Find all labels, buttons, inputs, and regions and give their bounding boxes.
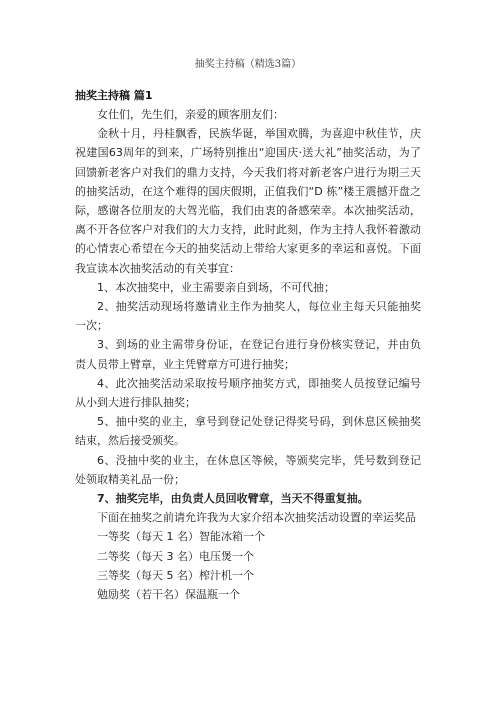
rule-item-7: 7、抽奖完毕，由负责人员回收臂章，当天不得重复抽。 (97, 492, 369, 506)
rule-item-5: 5、抽中奖的业主，拿号到登记处登记得奖号码，到休息区候抽奖结束，然后接受颁奖。 (75, 415, 421, 448)
prize-encouragement: 勉励奖（若干名）保温瓶一个 (97, 588, 240, 602)
paragraph-greeting: 女仕们，先生们，亲爱的顾客朋友们： (97, 108, 284, 121)
rule-item-6: 6、没抽中奖的业主，在休息区等候，等颁奖完毕，凭号数到登记处领取精美礼品一份； (75, 453, 421, 486)
prize-intro: 下面在抽奖之前请允许我为大家介绍本次抽奖活动设置的幸运奖品 (97, 511, 416, 525)
prize-first: 一等奖（每天 1 名）智能冰箱一个 (97, 530, 265, 544)
page-title: 抽奖主持稿（精选3篇） (194, 59, 302, 70)
rule-item-1: 1、本次抽奖中，业主需要亲自到场，不可代抽； (97, 280, 335, 294)
prize-second: 二等奖（每天 3 名）电压煲一个 (97, 549, 254, 563)
prize-third: 三等奖（每天 5 名）榨汁机一个 (97, 568, 254, 582)
rule-item-2: 2、抽奖活动现场将邀请业主作为抽奖人，每位业主每天只能抽奖一次； (75, 300, 421, 333)
rule-item-3: 3、到场的业主需带身份证，在登记台进行身份核实登记，并由负责人员带上臂章，业主凭臂章方可进行抽奖； (75, 338, 421, 371)
section-title: 抽奖主持稿 篇1 (75, 89, 153, 102)
paragraph-intro: 金秋十月，丹桂飘香，民族华诞，举国欢腾，为喜迎中秋佳节，庆祝建国63周年的到来，广场特别推出“迎国庆·送大礼”抽奖活动，为了回馈新老客户对我们的鼎力支持，今天我们将对新老客户进行为期三天的抽奖活动，在这个难得的国庆假期，正值我们“D 栋”楼王震撼开盘之际，感谢各位朋友的大驾光临，我们由衷的备感荣幸。本次抽奖活动，离不开各位客户对我们的大力支持，此时此刻，作为主持人我怀着激动的心情衷心希望在今天的抽奖活动上带给大家更多的幸运和喜悦。下面我宣读本次抽奖活动的有关事宜： (75, 127, 421, 275)
rule-item-4: 4、此次抽奖活动采取按号顺序抽奖方式，即抽奖人员按登记编号从小到大进行排队抽奖； (75, 376, 421, 410)
document-body (75, 86, 421, 604)
